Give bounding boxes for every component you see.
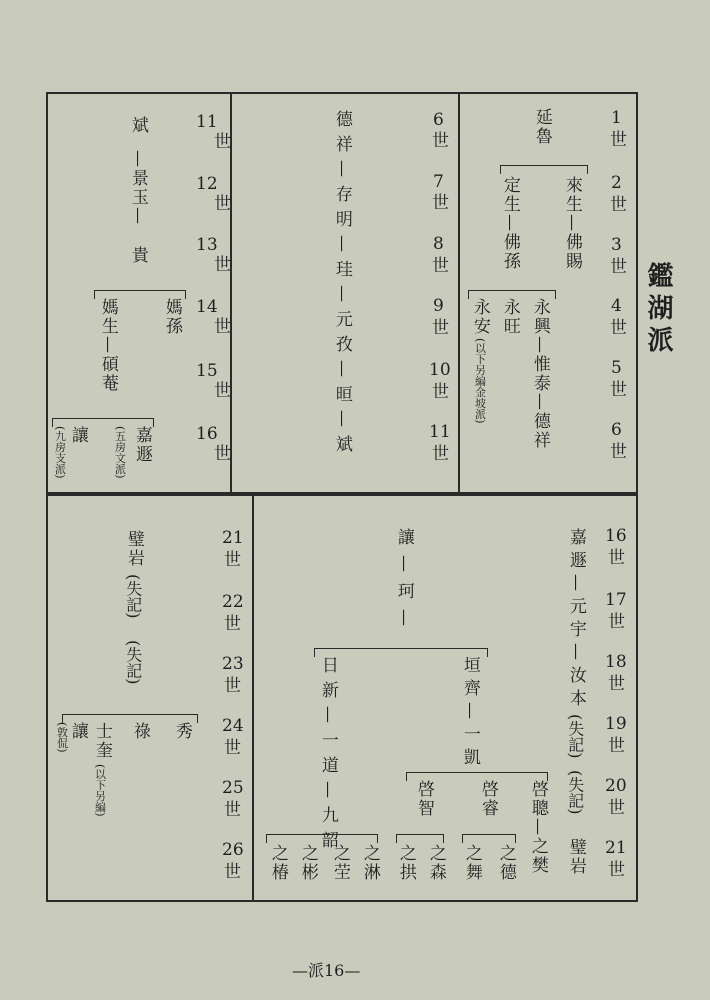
gen-suffix: 世: [610, 257, 627, 277]
gen-suffix: 世: [432, 131, 449, 151]
note: (失記): [565, 770, 585, 815]
person: 讓: [67, 426, 88, 445]
gen-suffix: 世: [610, 380, 627, 400]
gen-number: 17: [605, 590, 627, 610]
gen-suffix: 世: [432, 318, 449, 338]
lineage-chain: 垣齊—一凱: [459, 656, 480, 771]
person: 永興—惟泰—德祥: [529, 298, 550, 450]
gen-number: 3: [611, 235, 622, 255]
note: (失記): [123, 574, 143, 619]
person: 讓: [67, 722, 88, 741]
gen-suffix: 世: [214, 381, 231, 401]
gen-number: 16: [605, 526, 627, 546]
person: 斌: [127, 116, 148, 135]
lineage-chain: 啓聰—之樊: [527, 780, 548, 875]
gen-suffix: 世: [610, 318, 627, 338]
gen-suffix: 世: [608, 548, 625, 568]
person: 貴: [127, 246, 148, 265]
gen-number: 21: [222, 528, 244, 548]
note: (以下另編): [93, 764, 107, 817]
person: 之舞: [461, 844, 482, 882]
gen-number: 19: [605, 714, 627, 734]
gen-number: 11: [196, 112, 218, 132]
person: 璧岩: [565, 838, 586, 876]
person: 之森: [425, 844, 446, 882]
gen-suffix: 世: [224, 738, 241, 758]
gen-suffix: 世: [214, 194, 231, 214]
person: 士奎: [91, 722, 112, 760]
note: (五房文派): [113, 426, 127, 479]
lineage-chain: 嘉遯—元宇—汝本: [565, 528, 586, 712]
gen-suffix: 世: [610, 130, 627, 150]
person: 來生—佛賜: [561, 176, 582, 271]
branch-bracket: [266, 834, 378, 843]
top-divider-2: [458, 92, 460, 492]
gen-number: 6: [433, 110, 444, 130]
gen-number: 5: [611, 358, 622, 378]
bottom-divider: [252, 494, 254, 900]
gen-number: 11: [429, 422, 451, 442]
gen-suffix: 世: [224, 550, 241, 570]
person: 之椿: [267, 844, 288, 882]
lineage-chain: 日新—一道—九韶: [317, 656, 338, 856]
gen-number: 9: [433, 296, 444, 316]
person: 媽孫: [161, 298, 182, 336]
gen-number: 7: [433, 172, 444, 192]
person: 延魯: [531, 108, 552, 146]
branch-bracket: [396, 834, 444, 843]
gen-suffix: 世: [224, 614, 241, 634]
gen-suffix: 世: [608, 612, 625, 632]
page-number: —派16—: [292, 961, 361, 980]
person: 祿: [129, 722, 150, 741]
person: 嘉遯: [131, 426, 152, 464]
person: 定生—佛孫: [499, 176, 520, 271]
gen-number: 13: [196, 235, 218, 255]
gen-number: 14: [196, 297, 218, 317]
branch-bracket: [500, 165, 588, 174]
note: (失記): [565, 714, 585, 759]
person: 媽生—碩菴: [97, 298, 118, 393]
gen-number: 23: [222, 654, 244, 674]
lineage-chain: 讓—珂—: [393, 528, 414, 636]
gen-number: 20: [605, 776, 627, 796]
gen-number: 16: [196, 424, 218, 444]
gen-number: 4: [611, 296, 622, 316]
gen-number: 18: [605, 652, 627, 672]
side-label: 鑑湖派: [643, 262, 673, 358]
gen-number: 10: [429, 360, 451, 380]
gen-number: 1: [611, 108, 622, 128]
gen-number: 24: [222, 716, 244, 736]
person: —景玉—: [127, 150, 148, 226]
gen-number: 25: [222, 778, 244, 798]
gen-number: 6: [611, 420, 622, 440]
person: 之茔: [329, 844, 350, 882]
gen-number: 26: [222, 840, 244, 860]
gen-suffix: 世: [214, 444, 231, 464]
person: 璧岩: [123, 530, 144, 568]
gen-suffix: 世: [214, 317, 231, 337]
note: (敦侃): [55, 722, 69, 753]
gen-suffix: 世: [610, 442, 627, 462]
gen-number: 21: [605, 838, 627, 858]
branch-bracket: [462, 834, 516, 843]
gen-suffix: 世: [610, 195, 627, 215]
person: 之彬: [297, 844, 318, 882]
gen-suffix: 世: [214, 255, 231, 275]
gen-number: 8: [433, 234, 444, 254]
gen-suffix: 世: [224, 862, 241, 882]
note: (以下另編金坡派): [473, 338, 487, 424]
gen-suffix: 世: [214, 132, 231, 152]
person: 之拱: [395, 844, 416, 882]
person: 之德: [495, 844, 516, 882]
gen-number: 22: [222, 592, 244, 612]
gen-number: 12: [196, 174, 218, 194]
person: 啓智: [413, 780, 434, 818]
person: 永旺: [499, 298, 520, 336]
gen-suffix: 世: [608, 674, 625, 694]
person: 啓睿: [477, 780, 498, 818]
person: 秀: [171, 722, 192, 741]
gen-number: 2: [611, 173, 622, 193]
gen-suffix: 世: [608, 736, 625, 756]
gen-suffix: 世: [432, 256, 449, 276]
gen-suffix: 世: [432, 444, 449, 464]
gen-suffix: 世: [224, 800, 241, 820]
gen-suffix: 世: [608, 798, 625, 818]
top-divider-1: [230, 92, 232, 492]
lineage-chain: 德祥—存明—珪—元孜—晅—斌: [331, 110, 352, 460]
person: 永安: [469, 298, 490, 336]
gen-suffix: 世: [432, 193, 449, 213]
gen-suffix: 世: [224, 676, 241, 696]
person: 之淋: [359, 844, 380, 882]
gen-number: 15: [196, 361, 218, 381]
gen-suffix: 世: [608, 860, 625, 880]
gen-suffix: 世: [432, 382, 449, 402]
note: (失記): [123, 640, 143, 685]
note: (九房支派): [53, 426, 67, 479]
